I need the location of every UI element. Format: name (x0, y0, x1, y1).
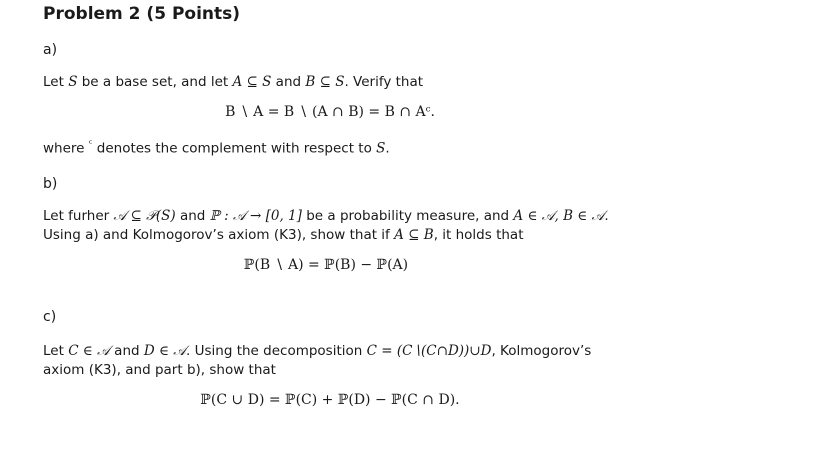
problem-title: Problem 2 (5 Points) (43, 4, 241, 24)
part-c-line-2: axiom (K3), and part b), show that (43, 362, 276, 378)
part-c-line-1: Let C ∈ 𝒜 and D ∈ 𝒜. Using the decomposition C = (C∖(C∩D))∪D, Kolmogorov’s (43, 343, 592, 359)
part-a-equation: B ∖ A = B ∖ (A ∩ B) = B ∩ Aᶜ. (225, 104, 435, 120)
part-b-label: b) (43, 176, 58, 192)
part-b-line-2: Using a) and Kolmogorov’s axiom (K3), show that if A ⊆ B, it holds that (43, 227, 524, 243)
part-b-equation: ℙ(B ∖ A) = ℙ(B) − ℙ(A) (243, 257, 409, 273)
part-a-label: a) (43, 42, 58, 58)
part-b-line-1: Let furher 𝒜 ⊆ 𝒫(S) and ℙ : 𝒜 → [0, 1] be a probability measure, and A ∈ 𝒜, B ∈ 𝒜. (43, 208, 609, 224)
part-a-note: where $^ᶜ$ denotes the complement with respect to S. (43, 139, 390, 157)
part-c-equation: ℙ(C ∪ D) = ℙ(C) + ℙ(D) − ℙ(C ∩ D). (200, 392, 460, 408)
part-a-intro: Let S be a base set, and let A ⊆ S and B ⊆ S. Verify that (43, 74, 424, 90)
part-c-label: c) (43, 309, 57, 325)
